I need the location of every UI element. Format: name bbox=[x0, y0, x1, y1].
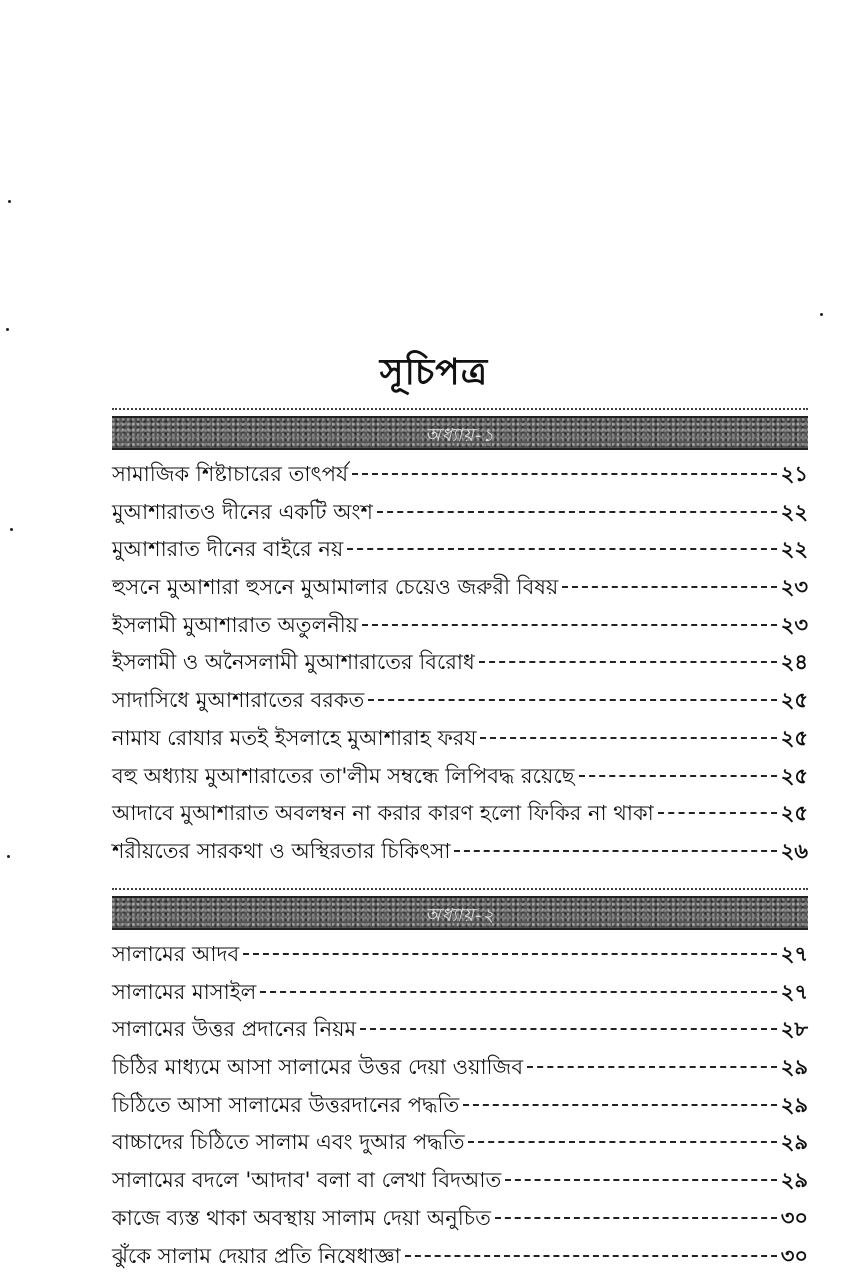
leader-dashes bbox=[260, 991, 776, 993]
toc-entry-page: ২৯ bbox=[781, 1089, 808, 1124]
toc-entry[interactable] bbox=[112, 458, 808, 496]
leader-dashes bbox=[377, 511, 777, 513]
leader-dashes bbox=[658, 812, 777, 814]
toc-entry[interactable] bbox=[112, 1089, 808, 1127]
toc-entry[interactable] bbox=[112, 1164, 808, 1202]
chapter-2-heading-band bbox=[112, 896, 808, 930]
toc-entry-page: ২৭ bbox=[781, 938, 808, 973]
toc-entry-page: ২৬ bbox=[781, 835, 808, 870]
toc-entry-label: শরীয়তের সারকথা ও অস্থিরতার চিকিৎসা bbox=[112, 835, 450, 870]
toc-entry-label: মুআশারাতও দীনের একটি অংশ bbox=[112, 496, 373, 531]
toc-entry-label: চিঠির মাধ্যমে আসা সালামের উত্তর দেয়া ওয়াজিব bbox=[112, 1051, 523, 1086]
toc-entry-page: ২৫ bbox=[781, 722, 808, 757]
scan-speck bbox=[10, 528, 13, 531]
toc-entry-page: ৩০ bbox=[781, 1240, 808, 1275]
toc-entry-page: ২৫ bbox=[781, 684, 808, 719]
toc-entry[interactable] bbox=[112, 760, 808, 798]
toc-entry[interactable] bbox=[112, 684, 808, 722]
leader-dashes bbox=[362, 624, 777, 626]
leader-dashes bbox=[505, 1179, 776, 1181]
toc-entry-label: চিঠিতে আসা সালামের উত্তরদানের পদ্ধতি bbox=[112, 1089, 459, 1124]
chapter-1-heading: অধ্যায়-১ bbox=[112, 421, 808, 452]
leader-dashes bbox=[368, 699, 776, 701]
divider bbox=[112, 408, 808, 410]
toc-entry-label: বহু অধ্যায় মুআশারাতের তা'লীম সম্বন্ধে লিপিবদ্ধ রয়েছে bbox=[112, 760, 575, 795]
toc-entry-label: কাজে ব্যস্ত থাকা অবস্থায় সালাম দেয়া অনুচিত bbox=[112, 1202, 491, 1237]
chapter-1-entries bbox=[112, 458, 808, 873]
leader-dashes bbox=[405, 1255, 777, 1257]
chapter-2-section bbox=[112, 888, 808, 1277]
leader-dashes bbox=[562, 586, 776, 588]
toc-entry[interactable] bbox=[112, 1126, 808, 1164]
toc-entry[interactable] bbox=[112, 496, 808, 534]
toc-entry[interactable] bbox=[112, 609, 808, 647]
toc-entry-label: ইসলামী ও অনৈসলামী মুআশারাতের বিরোধ bbox=[112, 646, 475, 681]
toc-entry-label: ইসলামী মুআশারাত অতুলনীয় bbox=[112, 609, 358, 644]
leader-dashes bbox=[479, 661, 777, 663]
scan-speck bbox=[6, 328, 9, 331]
toc-entry[interactable] bbox=[112, 1013, 808, 1051]
toc-entry-label: সাদাসিধে মুআশারাতের বরকত bbox=[112, 684, 364, 719]
page-title: সূচিপত্র bbox=[0, 345, 868, 405]
toc-entry[interactable] bbox=[112, 835, 808, 873]
toc-entry[interactable] bbox=[112, 646, 808, 684]
scan-speck bbox=[8, 200, 11, 203]
toc-entry-page: ২৪ bbox=[781, 646, 808, 681]
toc-entry-label: সামাজিক শিষ্টাচারের তাৎপর্য bbox=[112, 458, 348, 493]
leader-dashes bbox=[352, 473, 777, 475]
toc-entry-label: বাচ্চাদের চিঠিতে সালাম এবং দুআর পদ্ধতি bbox=[112, 1126, 464, 1161]
toc-entry-page: ২১ bbox=[781, 458, 808, 493]
toc-entry-page: ২৫ bbox=[781, 797, 808, 832]
chapter-1-section bbox=[112, 408, 808, 873]
toc-entry-page: ২৯ bbox=[781, 1164, 808, 1199]
leader-dashes bbox=[527, 1066, 777, 1068]
leader-dashes bbox=[579, 775, 777, 777]
toc-entry[interactable] bbox=[112, 533, 808, 571]
leader-dashes bbox=[495, 1217, 777, 1219]
toc-entry-page: ২২ bbox=[781, 496, 808, 531]
toc-entry-label: সালামের আদব bbox=[112, 938, 239, 973]
toc-entry-page: ২৮ bbox=[781, 1013, 808, 1048]
toc-entry-label: আদাবে মুআশারাত অবলম্বন না করার কারণ হলো ফিকির না থাকা bbox=[112, 797, 654, 832]
toc-entry[interactable] bbox=[112, 1051, 808, 1089]
leader-dashes bbox=[347, 548, 776, 550]
toc-entry-page: ২৩ bbox=[781, 609, 808, 644]
toc-entry[interactable] bbox=[112, 797, 808, 835]
toc-entry-label: নামায রোযার মতই ইসলাহে মুআশারাহ ফরয bbox=[112, 722, 476, 757]
toc-entry-label: সালামের উত্তর প্রদানের নিয়ম bbox=[112, 1013, 356, 1048]
scan-speck bbox=[7, 855, 10, 858]
toc-entry-label: মুআশারাত দীনের বাইরে নয় bbox=[112, 533, 343, 568]
toc-entry-label: সালামের বদলে 'আদাব' বলা বা লেখা বিদআত bbox=[112, 1164, 501, 1199]
toc-entry-label: হুসনে মুআশারা হুসনে মুআমালার চেয়েও জরুরী বিষয় bbox=[112, 571, 558, 606]
chapter-2-heading: অধ্যায়-২ bbox=[112, 901, 808, 932]
leader-dashes bbox=[468, 1141, 776, 1143]
toc-entry[interactable] bbox=[112, 938, 808, 976]
toc-entry-page: ২৫ bbox=[781, 760, 808, 795]
toc-entry-label: সালামের মাসাইল bbox=[112, 976, 256, 1011]
divider bbox=[112, 888, 808, 890]
leader-dashes bbox=[454, 850, 776, 852]
toc-entry[interactable] bbox=[112, 1240, 808, 1277]
toc-entry-page: ২৯ bbox=[781, 1051, 808, 1086]
leader-dashes bbox=[480, 737, 776, 739]
leader-dashes bbox=[243, 953, 776, 955]
leader-dashes bbox=[463, 1104, 776, 1106]
scan-speck bbox=[820, 313, 823, 316]
toc-entry-page: ৩০ bbox=[781, 1202, 808, 1237]
toc-entry[interactable] bbox=[112, 722, 808, 760]
toc-entry[interactable] bbox=[112, 571, 808, 609]
chapter-1-heading-band bbox=[112, 416, 808, 450]
toc-entry-page: ২৭ bbox=[781, 976, 808, 1011]
toc-entry-page: ২৯ bbox=[781, 1126, 808, 1161]
toc-entry-label: ঝুঁকে সালাম দেয়ার প্রতি নিষেধাজ্ঞা bbox=[112, 1240, 401, 1275]
toc-entry[interactable] bbox=[112, 1202, 808, 1240]
leader-dashes bbox=[360, 1028, 777, 1030]
chapter-2-entries bbox=[112, 938, 808, 1277]
toc-entry-page: ২৩ bbox=[781, 571, 808, 606]
toc-entry-page: ২২ bbox=[781, 533, 808, 568]
toc-entry[interactable] bbox=[112, 976, 808, 1014]
